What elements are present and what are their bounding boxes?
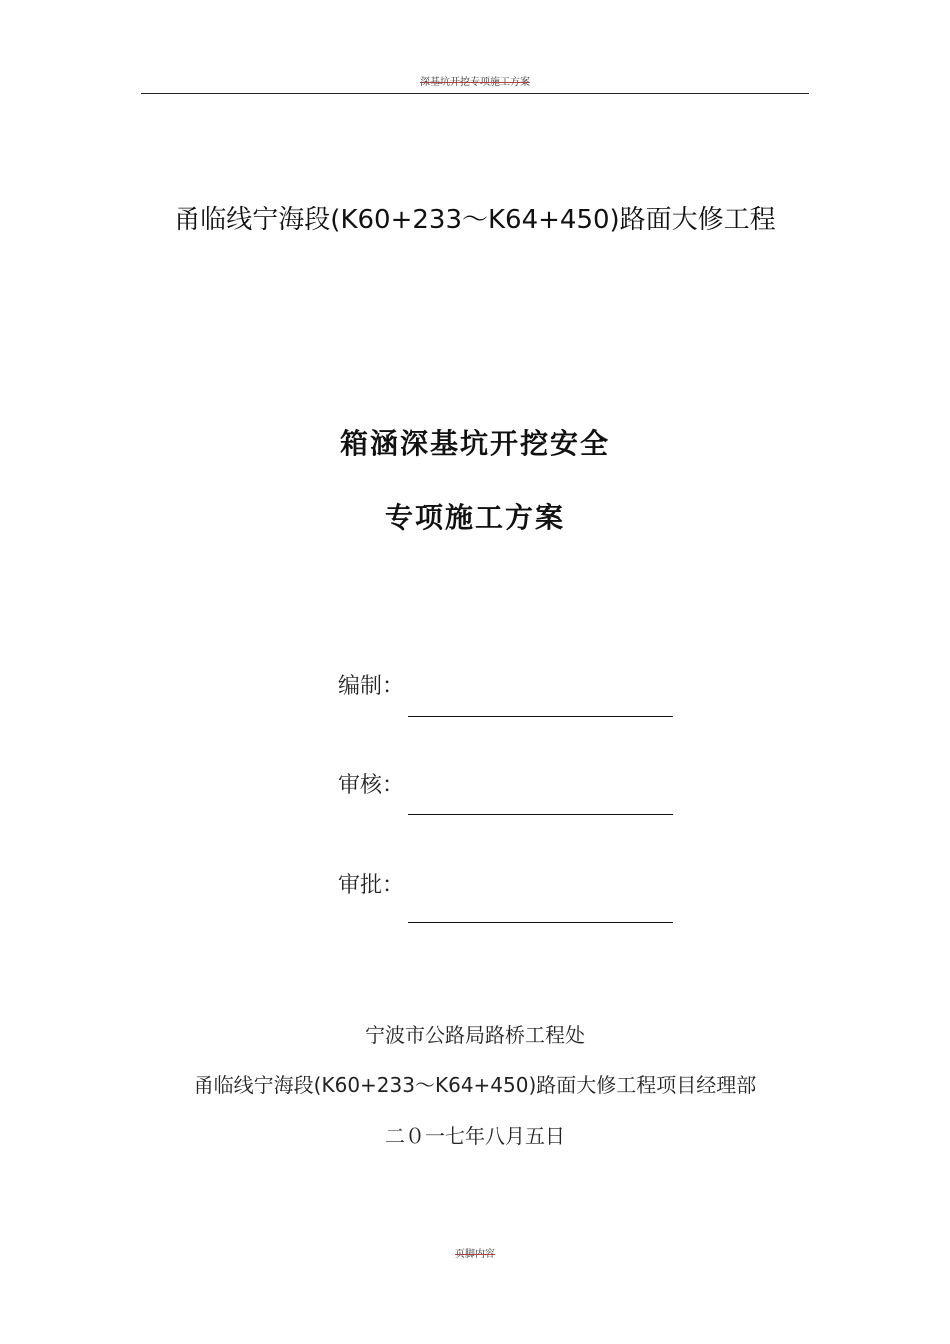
compiled-by-label: 编制： [338,674,405,699]
issuer-organization: 宁波市公路局路桥工程处 [365,1023,585,1047]
page-footer: 页脚内容 [455,1249,495,1260]
approved-by-label: 审批： [338,873,405,898]
header-running-title: 深基坑开挖专项施工方案 [420,77,530,88]
issuer-department: 甬临线宁海段(K60+233～K64+450)路面大修工程项目经理部 [193,1073,757,1097]
document-title-line1: 箱涵深基坑开挖安全 [339,427,610,460]
compiled-by-signature-line [408,716,673,717]
project-title: 甬临线宁海段(K60+233～K64+450)路面大修工程 [174,205,776,235]
reviewed-by-signature-line [408,814,673,815]
issue-date: 二０一七年八月五日 [385,1124,565,1148]
approved-by-signature-line [408,922,673,923]
document-title-line2: 专项施工方案 [384,501,565,534]
reviewed-by-label: 审核： [338,773,405,798]
header-divider [141,93,809,94]
